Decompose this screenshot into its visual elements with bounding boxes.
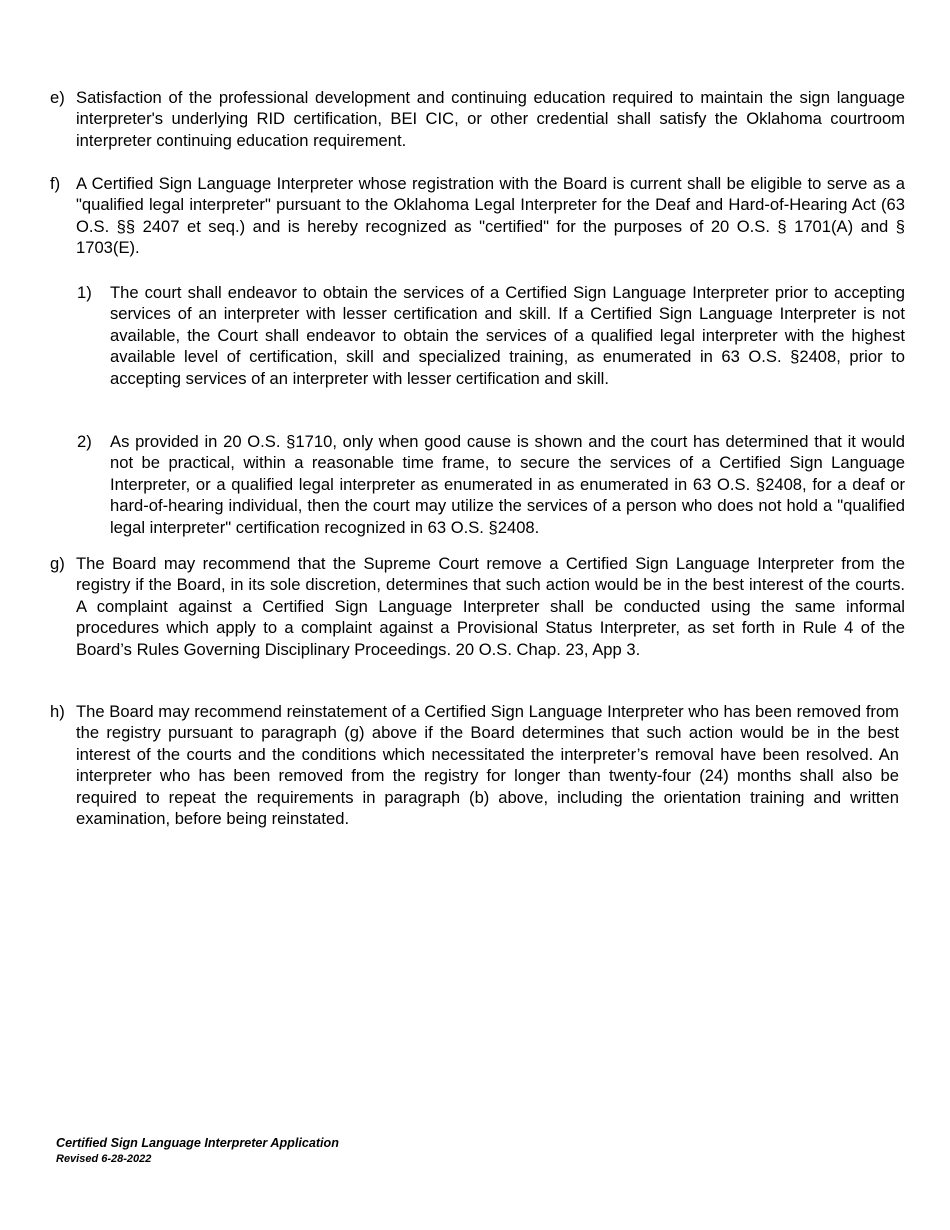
subparagraph-f-1-marker: 1) (77, 283, 92, 302)
subparagraph-f-1 (77, 282, 905, 389)
subparagraph-f-2-marker: 2) (77, 432, 92, 451)
paragraph-e (50, 87, 905, 151)
footer-revised-date: Revised 6-28-2022 (56, 1153, 152, 1165)
paragraph-e-text: Satisfaction of the professional development and continuing education required to maintain the sign language interpreter's underlying RID certification, BEI CIC, or other credential shall satisfy the Oklahoma courtroom interpreter continuing education requirement. (76, 88, 905, 150)
paragraph-f (50, 173, 905, 259)
paragraph-h-text: The Board may recommend reinstatement of a Certified Sign Language Interpreter who has been removed from the registry pursuant to paragraph (g) above if the Board determines that such action would be in the best interest of the courts and the conditions which necessitated the interpreter’s removal have been resolved. An interpreter who has been removed from the registry for longer than twenty-four (24) months shall also be required to repeat the requirements in paragraph (b) above, including the orientation training and written examination, before being reinstated. (76, 702, 899, 829)
page-footer (56, 1135, 339, 1167)
footer-title: Certified Sign Language Interpreter Application (56, 1136, 339, 1150)
subparagraph-f-2-text: As provided in 20 O.S. §1710, only when good cause is shown and the court has determined that it would not be practical, within a reasonable time frame, to secure the services of a Certified Sign Language Interpreter, or a qualified legal interpreter as enumerated in as enumerated in 63 O.S. §2408, for a deaf or hard-of-hearing individual, then the court may utilize the services of a person who does not hold a "qualified legal interpreter" certification recognized in 63 O.S. §2408. (110, 432, 905, 537)
subparagraph-f-2 (77, 431, 905, 538)
paragraph-h (50, 701, 899, 829)
paragraph-f-text: A Certified Sign Language Interpreter whose registration with the Board is current shall be eligible to serve as a "qualified legal interpreter" pursuant to the Oklahoma Legal Interpreter for the Deaf and Hard-of-Hearing Act (63 O.S. §§ 2407 et seq.) and is hereby recognized as "certified" for the purposes of 20 O.S. § 1701(A) and § 1703(E). (76, 174, 905, 258)
paragraph-g-text: The Board may recommend that the Supreme Court remove a Certified Sign Language Interpreter from the registry if the Board, in its sole discretion, determines that such action would be in the best interest of the courts. A complaint against a Certified Sign Language Interpreter shall be conducted using the same informal procedures which apply to a complaint against a Provisional Status Interpreter, as set forth in Rule 4 of the Board’s Rules Governing Disciplinary Proceedings. 20 O.S. Chap. 23, App 3. (76, 554, 905, 659)
paragraph-h-marker: h) (50, 702, 65, 721)
paragraph-e-marker: e) (50, 88, 65, 107)
paragraph-f-marker: f) (50, 174, 61, 193)
paragraph-g-marker: g) (50, 554, 65, 573)
subparagraph-f-1-text: The court shall endeavor to obtain the services of a Certified Sign Language Interpreter prior to accepting services of an interpreter with lesser certification and skill. If a Certified Sign Language Interpreter is not available, the Court shall endeavor to obtain the services of a qualified legal interpreter with the highest available level of certification, skill and specialized training, as enumerated in 63 O.S. §2408, prior to accepting services of an interpreter with lesser certification and skill. (110, 283, 905, 388)
paragraph-g (50, 553, 905, 660)
